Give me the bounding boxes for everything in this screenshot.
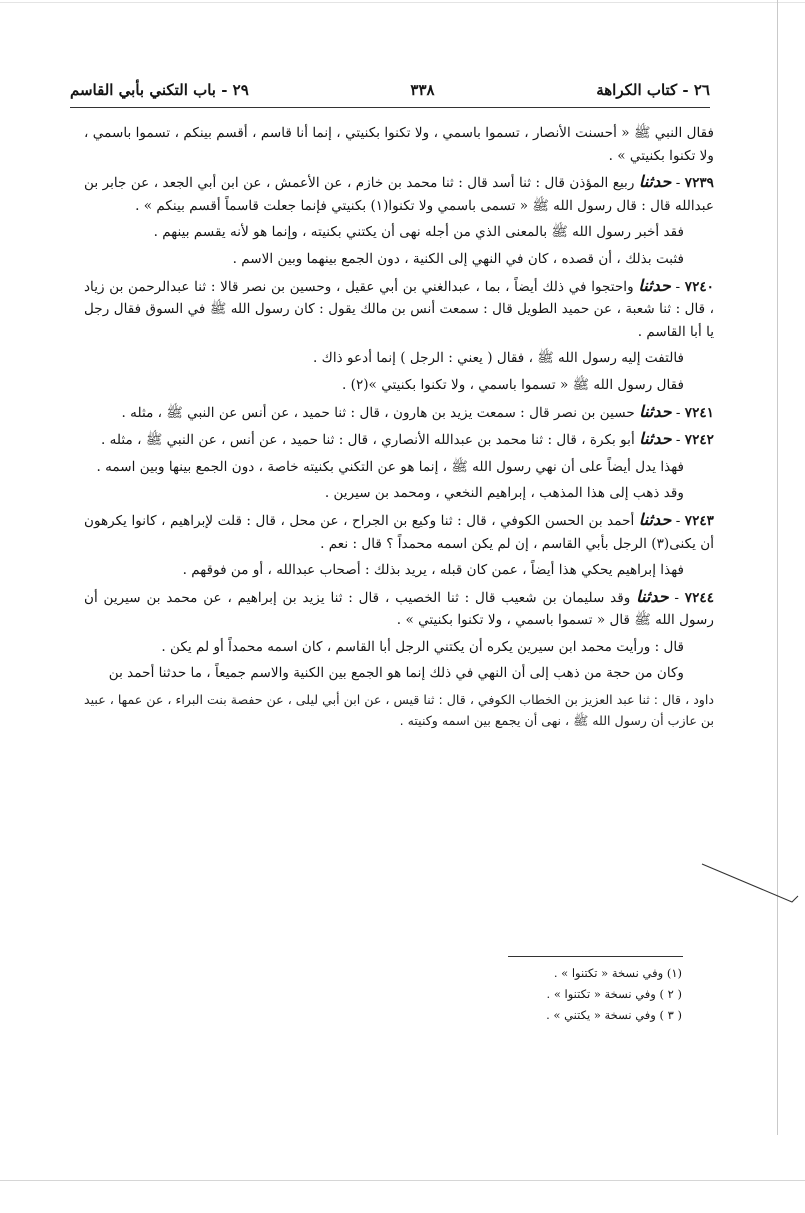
paragraph-16 bbox=[84, 662, 714, 685]
hadith-number: ٧٢٤٣ bbox=[684, 512, 714, 529]
isnad-keyword: حدثنا bbox=[638, 172, 672, 192]
paragraph-text: وكان من حجة من ذهب إلى أن النهي في ذلك إنما هو الجمع بين الكنية والاسم جميعاً ، ما حدثنا أحمد بن bbox=[108, 665, 684, 682]
paragraph-13 bbox=[84, 559, 714, 582]
paragraph-text: قال : ورأيت محمد ابن سيرين يكره أن يكتني الرجل أبا القاسم ، كان اسمه محمداً أو لم يكن . bbox=[161, 638, 684, 655]
scan-right-edge bbox=[777, 0, 778, 1135]
main-text bbox=[84, 122, 714, 735]
paragraph-14: ٧٢٤٤ - حدثنا وقد سليمان بن شعيب قال : ثنا الخصيب ، قال : ثنا يزيد بن إبراهيم ، عن محمد بن سيرين أن رسول الله ﷺ قال « تسموا باسمي ، ولا تكنوا بكنيتي » . bbox=[84, 586, 715, 629]
isnad-keyword: حدثنا bbox=[638, 509, 672, 529]
scan-bottom-edge bbox=[0, 1180, 805, 1181]
paragraph-text: أحمد بن الحسن الكوفي ، قال : ثنا وكيع بن الجراح ، عن محل ، قال : قلت لإبراهيم ، كانوا يكرهون أن يكنى(٣) الرجل بأبي القاسم ، إن لم يكن اسمه محمداً ؟ قال : نعم . bbox=[84, 512, 714, 552]
paragraph-text: ربيع المؤذن قال : ثنا أسد قال : ثنا محمد بن خازم ، عن الأعمش ، عن ابن أبي الجعد ، عن جابر بن عبدالله قال : قال رسول الله ﷺ « تسمى باسمي ولا تكنوا(١) بكنيتي فإنما جعلت قاسماً أقسم بينكم » . bbox=[84, 175, 714, 214]
paragraph-text: وقد سليمان بن شعيب قال : ثنا الخصيب ، قال : ثنا يزيد بن إبراهيم ، عن محمد بن سيرين أن رسول الله ﷺ قال « تسموا باسمي ، ولا تكنوا بكنيتي » . bbox=[84, 589, 714, 629]
paragraph-text: فهذا إبراهيم يحكي هذا أيضاً ، عمن كان قبله ، يريد بذلك : أصحاب عبدالله ، أو من فوقهم . bbox=[182, 562, 684, 579]
hadith-number: ٧٢٤٤ bbox=[684, 589, 715, 606]
header-rule bbox=[70, 107, 710, 108]
paragraph-2: ٧٢٣٩ - حدثنا ربيع المؤذن قال : ثنا أسد قال : ثنا محمد بن خازم ، عن الأعمش ، عن ابن أبي الجعد ، عن جابر بن عبدالله قال : قال رسول الله ﷺ « تسمى باسمي ولا تكنوا(١) بكنيتي فإنما جعلت قاسماً أقسم بينكم » . bbox=[84, 172, 714, 214]
paragraph-5: ٧٢٤٠ - حدثنا واحتجوا في ذلك أيضاً ، بما ، عبدالغني بن أبي عقيل ، وحسين بن نصر قالا : ثنا عبدالرحمن بن زياد ، قال : ثنا شعبة ، عن حميد الطويل قال : سمعت أنس بن مالك يقول : كان رسول الله ﷺ في السوق فقال رجل يا أبا القاسم . bbox=[84, 275, 714, 340]
isnad-keyword: حدثنا bbox=[636, 586, 669, 606]
hadith-number: ٧٢٤١ bbox=[684, 404, 714, 421]
paragraph-text: واحتجوا في ذلك أيضاً ، بما ، عبدالغني بن أبي عقيل ، وحسين بن نصر قالا : ثنا عبدالرحمن بن زياد ، قال : ثنا شعبة ، عن حميد الطويل قال : سمعت أنس بن مالك يقول : كان رسول الله ﷺ في السوق فقال رجل يا أبا القاسم . bbox=[84, 278, 714, 340]
paragraph-text: حسين بن نصر قال : سمعت يزيد بن هارون ، قال : ثنا حميد ، عن أنس عن النبي ﷺ ، مثله . bbox=[121, 404, 635, 421]
paragraph-1 bbox=[84, 122, 714, 167]
paragraph-text: فالتفت إليه رسول الله ﷺ ، فقال ( يعني : الرجل ) إنما أدعو ذاك . bbox=[313, 350, 684, 367]
paragraph-12: ٧٢٤٣ - حدثنا أحمد بن الحسن الكوفي ، قال : ثنا وكيع بن الجراح ، عن محل ، قال : قلت لإبراهيم ، كانوا يكرهون أن يكنى(٣) الرجل بأبي القاسم ، إن لم يكن اسمه محمداً ؟ قال : نعم . bbox=[84, 509, 714, 552]
footnote-3: ( ٣ ) وفي نسخة « يكتني » . bbox=[546, 1008, 682, 1022]
paragraph-text: فقد أخبر رسول الله ﷺ بالمعنى الذي من أجله نهى أن يكتني بكنيته ، وإنما هو لأنه يقسم بينهم . bbox=[153, 224, 684, 241]
scan-top-edge bbox=[0, 2, 805, 3]
hadith-number: ٧٢٣٩ bbox=[684, 175, 714, 192]
paragraph-text: فقال النبي ﷺ « أحسنت الأنصار ، تسموا باسمي ، ولا تكنوا بكنيتي ، إنما أنا قاسم ، أقسم بينكم ، تسموا باسمي ، ولا تكنوا بكنيتي » . bbox=[84, 125, 714, 164]
paragraph-4 bbox=[84, 248, 714, 271]
paragraph-15 bbox=[84, 636, 714, 659]
paragraph-text: داود ، قال : ثنا عبد العزيز بن الخطاب الكوفي ، قال : ثنا قيس ، عن ابن أبي ليلى ، عن حفصة بنت البراء ، عن عمها ، عبيد بن عازب أن رسول الله ﷺ ، نهى أن يجمع بين اسمه وكنيته . bbox=[84, 692, 714, 729]
paragraph-3 bbox=[84, 221, 714, 244]
header-chapter-title: ٢٩ - باب التكني بأبي القاسم bbox=[70, 81, 249, 99]
page-number: ٣٣٨ bbox=[410, 81, 435, 99]
paragraph-text: أبو بكرة ، قال : ثنا محمد بن عبدالله الأنصاري ، قال : ثنا حميد ، عن أنس ، عن النبي ﷺ ، مثله . bbox=[101, 432, 635, 449]
paragraph-7 bbox=[84, 374, 714, 397]
hadith-number: ٧٢٤٢ bbox=[684, 432, 714, 449]
paragraph-8: ٧٢٤١ - حدثنا حسين بن نصر قال : سمعت يزيد بن هارون ، قال : ثنا حميد ، عن أنس عن النبي ﷺ ، مثله . bbox=[121, 401, 714, 421]
header-book-title: ٢٦ - كتاب الكراهة bbox=[596, 81, 710, 99]
paragraph-text: وقد ذهب إلى هذا المذهب ، إبراهيم النخعي ، ومحمد بن سيرين . bbox=[324, 485, 684, 502]
hadith-number: ٧٢٤٠ bbox=[684, 278, 714, 295]
footnote-1: (١) وفي نسخة « تكتنوا » . bbox=[553, 966, 682, 980]
paragraph-text: فهذا يدل أيضاً على أن نهي رسول الله ﷺ ، إنما هو عن التكني بكنيته خاصة ، دون الجمع بينها وبين اسمه . bbox=[96, 458, 684, 475]
footnote-2: ( ٢ ) وفي نسخة « تكتنوا » . bbox=[546, 987, 682, 1001]
isnad-keyword: حدثنا bbox=[639, 401, 672, 421]
paragraph-text: فثبت بذلك ، أن قصده ، كان في النهي إلى الكنية ، دون الجمع بينهما وبين الاسم . bbox=[232, 250, 684, 267]
footnote-rule bbox=[508, 956, 683, 957]
page-header bbox=[70, 78, 710, 102]
paragraph-10 bbox=[84, 456, 714, 479]
paragraph-6 bbox=[84, 347, 714, 370]
handwritten-arrow-annotation bbox=[700, 860, 800, 910]
footnotes bbox=[420, 963, 682, 1026]
paragraph-17 bbox=[84, 689, 714, 731]
isnad-keyword: حدثنا bbox=[639, 429, 672, 449]
paragraph-11 bbox=[84, 482, 714, 505]
paragraph-text: فقال رسول الله ﷺ « تسموا باسمي ، ولا تكنوا بكنيتي »(٢) . bbox=[341, 376, 684, 393]
paragraph-9: ٧٢٤٢ - حدثنا أبو بكرة ، قال : ثنا محمد بن عبدالله الأنصاري ، قال : ثنا حميد ، عن أنس ، عن النبي ﷺ ، مثله . bbox=[101, 429, 714, 449]
isnad-keyword: حدثنا bbox=[638, 275, 671, 295]
